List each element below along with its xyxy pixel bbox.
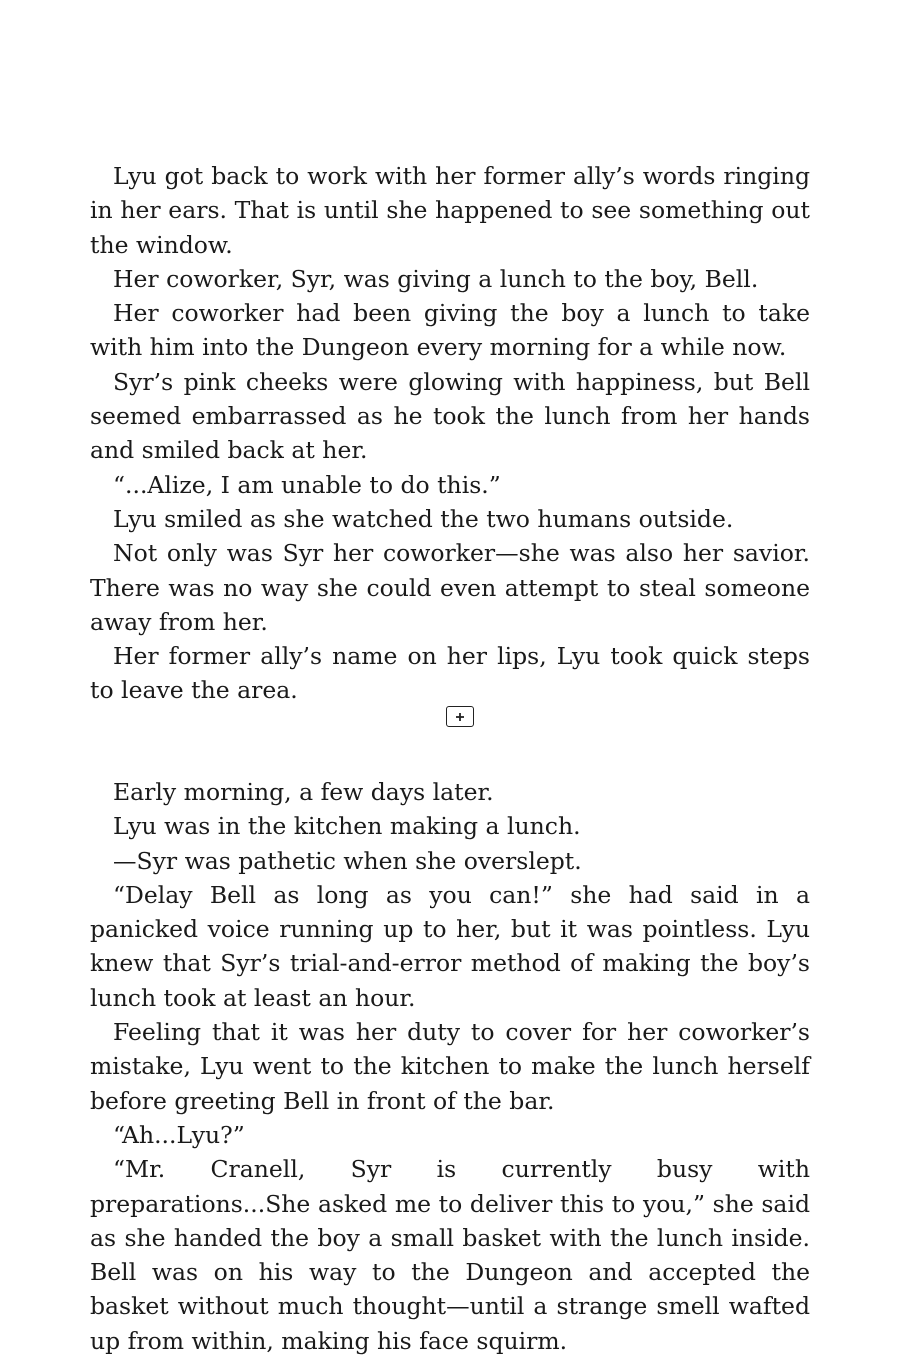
paragraph: —Syr was pathetic when she overslept. <box>113 846 582 875</box>
paragraph: Her coworker had been giving the boy a lunch to take with him into the Dungeon every morning for a while now. <box>90 299 810 362</box>
paragraph: “...Alize, I am unable to do this.” <box>113 470 501 499</box>
paragraph: Lyu was in the kitchen making a lunch. <box>113 812 581 841</box>
scene-break-plus-box-icon <box>446 706 474 727</box>
section-two <box>90 775 810 1358</box>
paragraph: Not only was Syr her coworker—she was also her savior. There was no way she could even attempt to steal someone away from her. <box>90 539 810 636</box>
plus-icon <box>455 712 465 722</box>
paragraph: Lyu smiled as she watched the two humans outside. <box>113 504 734 533</box>
paragraph: Feeling that it was her duty to cover for her coworker’s mistake, Lyu went to the kitchen to make the lunch herself before greeting Bell in front of the bar. <box>90 1018 810 1115</box>
paragraph: “Mr. Cranell, Syr is currently busy with preparations...She asked me to deliver this to you,” she said as she handed the boy a small basket with the lunch inside. Bell was on his way to the Dungeon and accepted the basket without much thought—until a strange smell wafted up from within, making his face squirm. <box>90 1155 810 1355</box>
paragraph: Syr’s pink cheeks were glowing with happiness, but Bell seemed embarrassed as he took the lunch from her hands and smiled back at her. <box>90 367 810 465</box>
section-one <box>90 159 810 708</box>
paragraph: Her coworker, Syr, was giving a lunch to the boy, Bell. <box>113 264 759 293</box>
paragraph: “Delay Bell as long as you can!” she had said in a panicked voice running up to her, but it was pointless. Lyu knew that Syr’s trial-and-error method of making the boy’s lunch took at least an hour. <box>90 880 810 1012</box>
paragraph: Lyu got back to work with her former ally’s words ringing in her ears. That is until she happened to see something out the window. <box>90 162 810 259</box>
paragraph: Early morning, a few days later. <box>113 778 494 806</box>
paragraph: Her former ally’s name on her lips, Lyu took quick steps to leave the area. <box>90 642 810 705</box>
paragraph: “Ah...Lyu?” <box>113 1120 245 1149</box>
